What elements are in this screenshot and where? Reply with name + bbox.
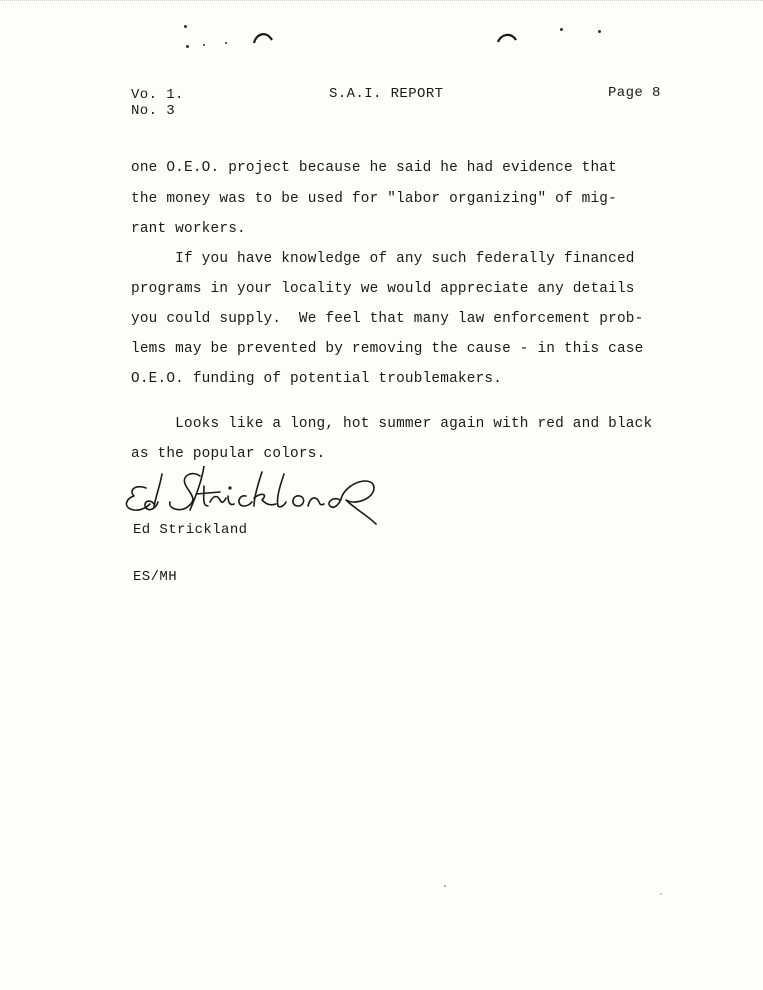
- body-line: programs in your locality we would appreciate any details: [131, 281, 635, 297]
- body-line: If you have knowledge of any such federally financed: [131, 251, 635, 267]
- body-line: rant workers.: [131, 221, 246, 237]
- typed-signer-name: Ed Strickland: [133, 522, 248, 538]
- body-line: one O.E.O. project because he said he had evidence that: [131, 160, 617, 176]
- scan-speck: [660, 893, 662, 895]
- body-line: you could supply. We feel that many law enforcement prob-: [131, 311, 644, 327]
- scan-speck: [203, 44, 205, 46]
- header-title: S.A.I. REPORT: [329, 86, 444, 102]
- punch-hole-mark: [496, 30, 518, 44]
- handwritten-signature: [124, 466, 384, 528]
- punch-hole-mark: [252, 30, 274, 44]
- scan-speck: [225, 42, 227, 44]
- header-volume: Vo. 1.: [131, 87, 184, 103]
- header-page-number: Page 8: [608, 85, 661, 101]
- scan-speck: [598, 30, 601, 33]
- scan-speck: [186, 45, 189, 48]
- body-line: Looks like a long, hot summer again with red and black: [131, 416, 653, 432]
- body-line: O.E.O. funding of potential troublemakers.: [131, 371, 503, 387]
- body-line: lems may be prevented by removing the cause - in this case: [131, 341, 644, 357]
- scan-speck: [184, 25, 187, 28]
- body-line: as the popular colors.: [131, 446, 326, 462]
- scan-speck: [444, 885, 446, 887]
- scan-speck: [560, 28, 563, 31]
- top-edge-dots: [0, 0, 763, 5]
- typist-initials: ES/MH: [133, 569, 178, 585]
- body-line: the money was to be used for "labor organizing" of mig-: [131, 191, 617, 207]
- header-number: No. 3: [131, 103, 176, 119]
